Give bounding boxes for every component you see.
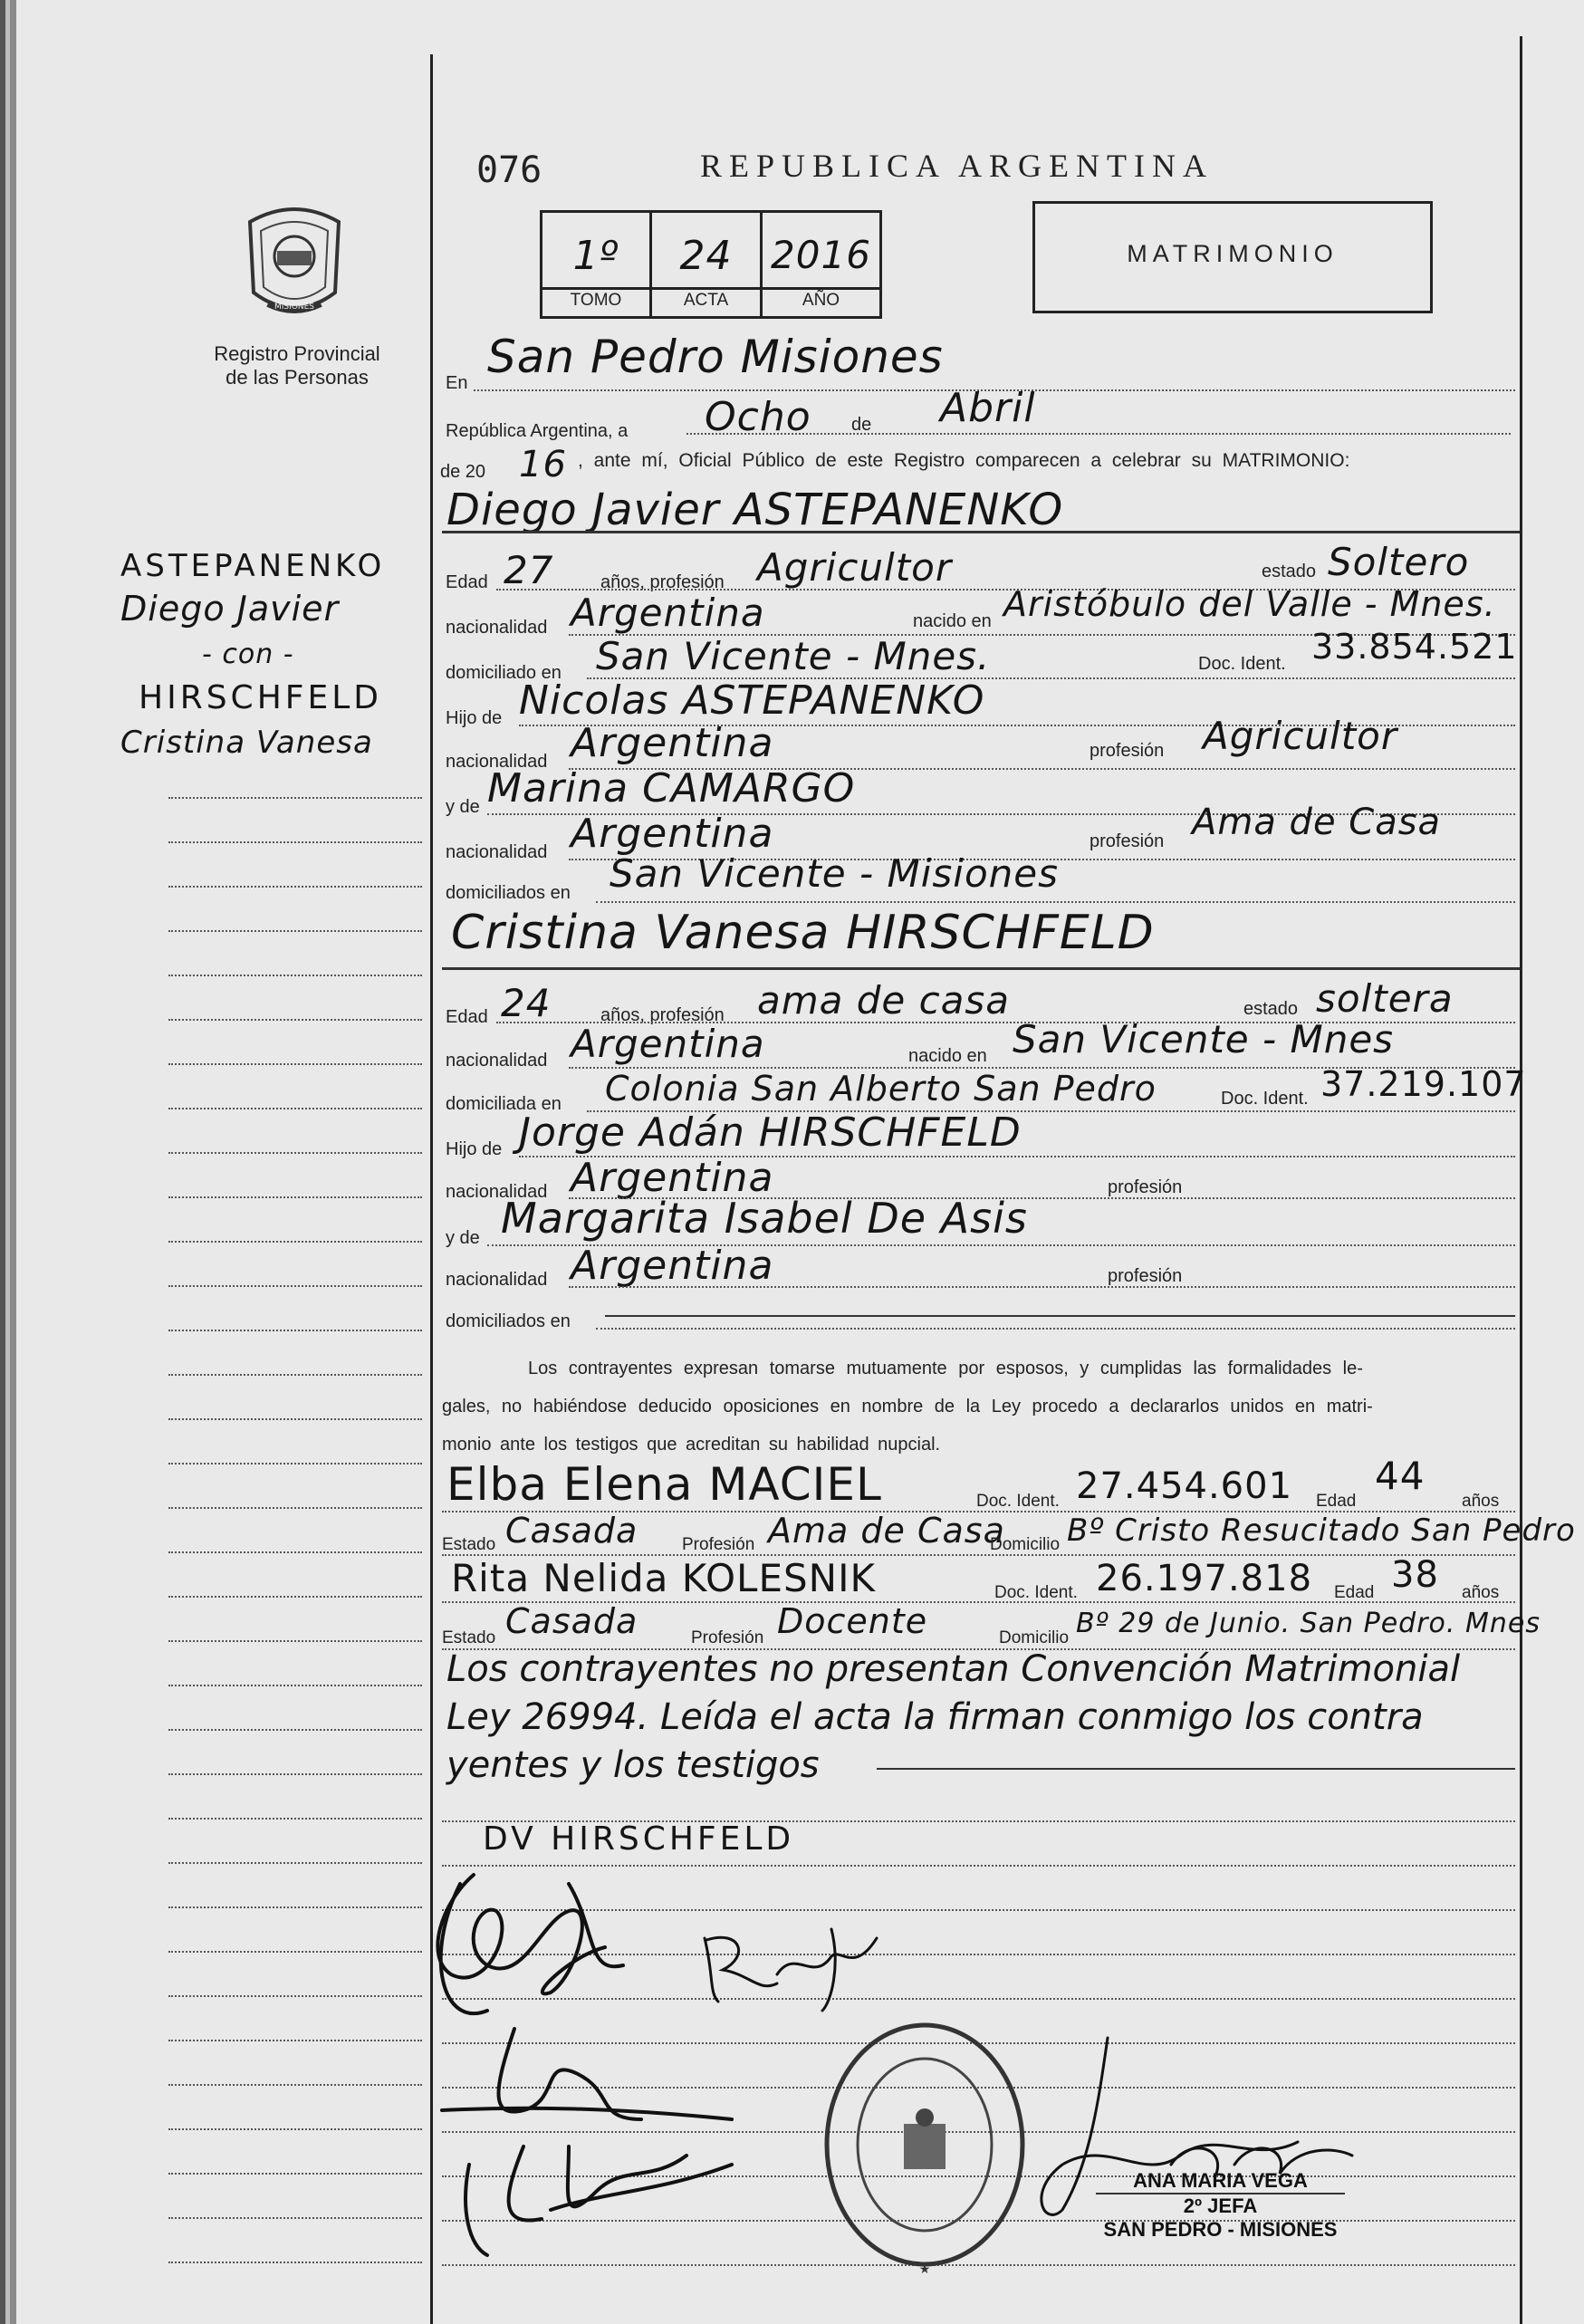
profesion-label: Profesión [682, 1535, 755, 1554]
nacionalidad-label: nacionalidad [446, 752, 548, 772]
record-number-box [540, 210, 882, 319]
estado-label: estado [1262, 562, 1317, 581]
signatures-scrawl-icon [388, 1848, 768, 2264]
margin-note-line: Diego Javier [120, 589, 340, 629]
margin-line [168, 1374, 422, 1376]
doc-label: Doc. Ident. [1221, 1089, 1309, 1109]
doc-label: Doc. Ident. [1198, 654, 1286, 674]
groom-doc: 33.854.521 [1311, 627, 1518, 667]
bride-nationality: Argentina [571, 1022, 765, 1066]
ano-label: AÑO [802, 291, 840, 310]
bride-domicile: Colonia San Alberto San Pedro [605, 1069, 1157, 1109]
acta-value: 24 [679, 233, 733, 279]
father-nationality: Argentina [571, 1155, 774, 1201]
margin-line [168, 1196, 422, 1198]
margin-line [168, 2128, 422, 2130]
margin-line [168, 930, 422, 932]
profesion-label: profesión [1108, 1177, 1183, 1197]
tomo-label: TOMO [570, 291, 622, 310]
witness2-domicile: Bº 29 de Junio. San Pedro. Mnes [1076, 1608, 1541, 1639]
margin-line [168, 1507, 422, 1509]
province-seal-icon [241, 204, 348, 326]
domiciliado-label: domiciliado en [446, 663, 562, 683]
margin-line [168, 2040, 422, 2041]
margin-line [168, 2262, 422, 2263]
notes-line: yentes y los testigos [446, 1744, 820, 1786]
witness2-profession: Docente [777, 1601, 928, 1641]
y-de-label: y de [446, 1228, 480, 1248]
margin-line [168, 1818, 422, 1820]
tomo-value: 1º [572, 233, 619, 279]
witness2-status: Casada [505, 1601, 638, 1641]
witness1-name: Elba Elena MACIEL [446, 1458, 882, 1511]
bride-status: soltera [1316, 976, 1454, 1021]
estado-label: Estado [442, 1535, 496, 1554]
margin-line [168, 1951, 422, 1953]
notes-line: Los contrayentes no presentan Convención Matrimonial [446, 1648, 1461, 1690]
margin-line [168, 1773, 422, 1775]
domiciliada-label: domiciliada en [446, 1094, 562, 1114]
margin-line [168, 1108, 422, 1109]
margin-line [168, 2173, 422, 2175]
margin-line [168, 2217, 422, 2219]
anos-label: años [1462, 1492, 1500, 1511]
place-value: San Pedro Misiones [487, 331, 944, 383]
nacionalidad-label: nacionalidad [446, 1182, 548, 1202]
edad-label: Edad [1316, 1492, 1357, 1511]
doc-label: Doc. Ident. [976, 1492, 1060, 1511]
record-sheet [16, 0, 1584, 2324]
profesion-label: Profesión [691, 1628, 764, 1647]
svg-text:MISIONES: MISIONES [274, 303, 315, 312]
officer-name: ANA MARIA VEGA [1133, 2169, 1308, 2192]
edad-label: Edad [446, 1007, 488, 1027]
date-line [686, 433, 1511, 435]
witness1-age: 44 [1375, 1454, 1426, 1498]
margin-line [168, 1640, 422, 1642]
registry-line-1: Registro Provincial [214, 342, 380, 365]
groom-status: Soltero [1328, 540, 1470, 584]
groom-profession: Agricultor [757, 545, 953, 590]
margin-line [168, 1241, 422, 1243]
y-de-label: y de [446, 797, 480, 817]
svg-text:★: ★ [918, 2262, 931, 2277]
margin-line [168, 1063, 422, 1065]
field-line [596, 1328, 1515, 1330]
domicilio-label: Domicilio [990, 1535, 1061, 1554]
bride-birthplace: San Vicente - Mnes [1013, 1017, 1395, 1061]
witness1-profession: Ama de Casa [768, 1511, 1005, 1551]
witness1-doc: 27.454.601 [1076, 1465, 1293, 1507]
margin-note-line: Cristina Vanesa [120, 725, 373, 761]
officer-title: 2º JEFA [1183, 2194, 1258, 2217]
mother-profession: Ama de Casa [1192, 802, 1442, 843]
witness2-name: Rita Nelida KOLESNIK [451, 1556, 876, 1600]
bride-profession: ama de casa [757, 978, 1011, 1023]
margin-line [168, 2084, 422, 2086]
ano-value: 2016 [771, 233, 871, 277]
section-rule [442, 531, 1520, 533]
margin-note-line: - con - [202, 639, 294, 670]
en-label: En [446, 373, 468, 393]
domiciliados-label: domiciliados en [446, 1311, 571, 1331]
month-value: Abril [940, 385, 1036, 431]
book-edge [10, 0, 16, 2324]
groom-mother: Marina CAMARGO [487, 765, 856, 811]
parents-domicile: San Vicente - Misiones [610, 851, 1059, 896]
groom-father: Nicolas ASTEPANENKO [519, 677, 985, 724]
field-line [569, 1286, 1515, 1288]
year-suffix: 16 [519, 444, 567, 485]
margin-line [168, 1285, 422, 1287]
margin-line [168, 1551, 422, 1553]
edad-label: Edad [1334, 1583, 1375, 1602]
year-prefix: de 20 [440, 462, 486, 482]
officer-office: SAN PEDRO - MISIONES [1103, 2218, 1338, 2241]
witness2-doc: 26.197.818 [1096, 1558, 1313, 1599]
father-profession: Agricultor [1203, 714, 1398, 758]
nacido-label: nacido en [913, 611, 992, 631]
estado-label: Estado [442, 1628, 496, 1647]
edad-label: Edad [446, 572, 488, 592]
profesion-label: profesión [1090, 741, 1165, 761]
groom-age: 27 [504, 548, 554, 592]
margin-line [168, 1685, 422, 1686]
declaration-line: Los contrayentes expresan tomarse mutuamente por esposos, y cumplidas las formalidades le- [528, 1359, 1363, 1378]
father-nationality: Argentina [571, 720, 774, 766]
nacionalidad-label: nacionalidad [446, 1051, 548, 1071]
notes-line: Ley 26994. Leída el acta la firman conmigo los contra [446, 1696, 1424, 1738]
nacido-label: nacido en [908, 1046, 987, 1066]
domicilio-label: Domicilio [999, 1628, 1070, 1647]
margin-line [168, 1463, 422, 1465]
groom-birthplace: Aristóbulo del Valle - Mnes. [1003, 584, 1496, 624]
nacionalidad-label: nacionalidad [446, 842, 548, 862]
profesion-label: años, profesión [600, 1005, 725, 1025]
anos-label: años [1462, 1583, 1500, 1602]
margin-line [168, 1152, 422, 1154]
bride-age: 24 [501, 981, 552, 1025]
estado-label: estado [1243, 999, 1299, 1019]
bride-signature: DV HIRSCHFELD [483, 1820, 795, 1858]
margin-line [168, 1906, 422, 1908]
groom-domicile: San Vicente - Mnes. [596, 634, 991, 678]
margin-line [168, 1862, 422, 1864]
right-frame-line [1520, 36, 1522, 2324]
margin-line [168, 1995, 422, 1997]
field-line [596, 901, 1515, 903]
declaration-line: monio ante los testigos que acreditan su habilidad nupcial. [442, 1435, 941, 1455]
margin-note-line: ASTEPANENKO [120, 548, 386, 584]
margin-line [168, 1019, 422, 1021]
margin-line [168, 975, 422, 976]
margin-line [168, 886, 422, 888]
groom-nationality: Argentina [571, 591, 765, 635]
bride-mother: Margarita Isabel De Asis [501, 1194, 1028, 1243]
intro-statement: , ante mí, Oficial Público de este Registro comparecen a celebrar su MATRIMONIO: [578, 450, 1350, 471]
de-label: de [851, 415, 872, 435]
officer-stamp [1096, 2169, 1345, 2242]
hijo-label: Hijo de [446, 1139, 503, 1159]
field-line [605, 1315, 1515, 1317]
registry-name [188, 342, 406, 389]
profesion-label: años, profesión [600, 572, 725, 592]
bride-name: Cristina Vanesa HIRSCHFELD [451, 906, 1155, 960]
witness1-status: Casada [505, 1511, 638, 1551]
registry-line-2: de las Personas [226, 366, 369, 389]
day-value: Ocho [705, 394, 811, 440]
profesion-label: profesión [1090, 831, 1165, 851]
acta-label: ACTA [683, 291, 729, 310]
margin-line [168, 1330, 422, 1331]
witness2-age: 38 [1391, 1554, 1439, 1596]
bride-father: Jorge Adán HIRSCHFELD [519, 1109, 1022, 1156]
witness-signature-icon [696, 1920, 895, 2020]
profesion-label: profesión [1108, 1266, 1183, 1286]
mother-nationality: Argentina [571, 811, 774, 857]
box-divider [542, 287, 879, 290]
nacionalidad-label: nacionalidad [446, 618, 548, 638]
doc-label: Doc. Ident. [994, 1583, 1078, 1602]
record-type: MATRIMONIO [1127, 240, 1339, 267]
margin-line [168, 797, 422, 799]
groom-name: Diego Javier ASTEPANENKO [446, 485, 1064, 535]
hijo-label: Hijo de [446, 708, 503, 728]
field-line [877, 1768, 1515, 1770]
stamp-rule [1096, 2193, 1345, 2194]
record-type-box [1032, 201, 1433, 313]
declaration-line: gales, no habiéndose deducido oposiciones en nombre de la Ley procedo a declararlos unidos en matri- [442, 1397, 1373, 1416]
witness1-domicile: Bº Cristo Resucitado San Pedro [1067, 1513, 1576, 1549]
margin-line [168, 1596, 422, 1598]
folio-number: 076 [476, 149, 542, 191]
nacionalidad-label: nacionalidad [446, 1270, 548, 1290]
round-stamp-icon [818, 2011, 1035, 2282]
domiciliados-label: domiciliados en [446, 883, 571, 903]
mother-nationality: Argentina [571, 1243, 774, 1289]
bride-doc: 37.219.107 [1320, 1064, 1527, 1104]
section-rule [442, 967, 1520, 970]
margin-line [168, 1418, 422, 1420]
republica-label: República Argentina, a [446, 421, 629, 441]
margin-line [168, 1729, 422, 1731]
margin-line [168, 841, 422, 843]
margin-note-line: HIRSCHFELD [139, 679, 382, 716]
country-title: REPUBLICA ARGENTINA [700, 148, 1214, 184]
